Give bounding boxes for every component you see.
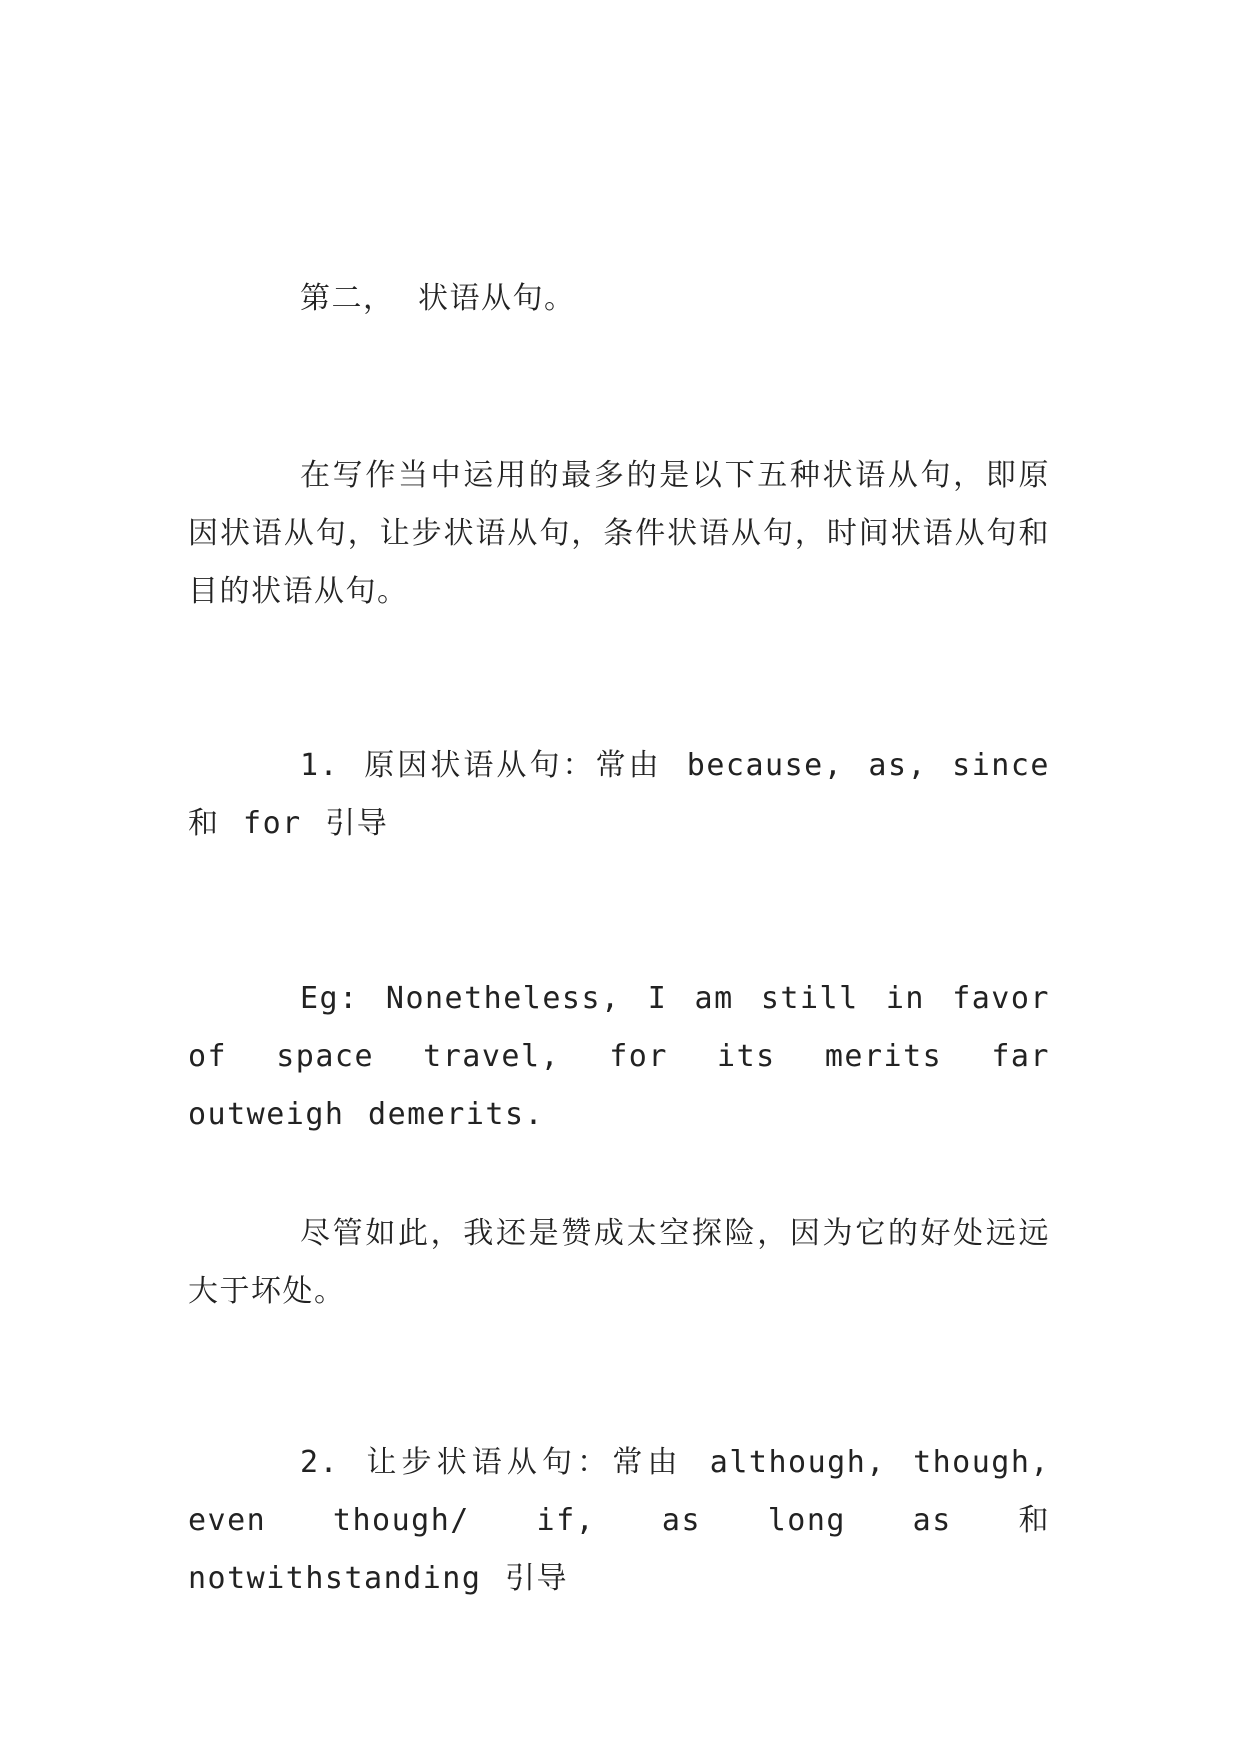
concession-clause-heading: 2. 让步状语从句：常由 although, though, even though/ if, as long as 和 notwithstanding 引导 [188, 1445, 1050, 1596]
section-heading: 第二， 状语从句。 [300, 281, 576, 316]
example-sentence-english: Eg: Nonetheless, I am still in favor of space travel, for its merits far outweigh demerits. [188, 981, 1050, 1132]
reason-clause-heading: 1. 原因状语从句：常由 because, as, since 和 for 引导 [188, 748, 1050, 841]
example-sentence-chinese: 尽管如此，我还是赞成太空探险，因为它的好处远远大于坏处。 [188, 1216, 1050, 1309]
intro-paragraph: 在写作当中运用的最多的是以下五种状语从句，即原因状语从句，让步状语从句，条件状语从句，时间状语从句和目的状语从句。 [188, 458, 1050, 609]
